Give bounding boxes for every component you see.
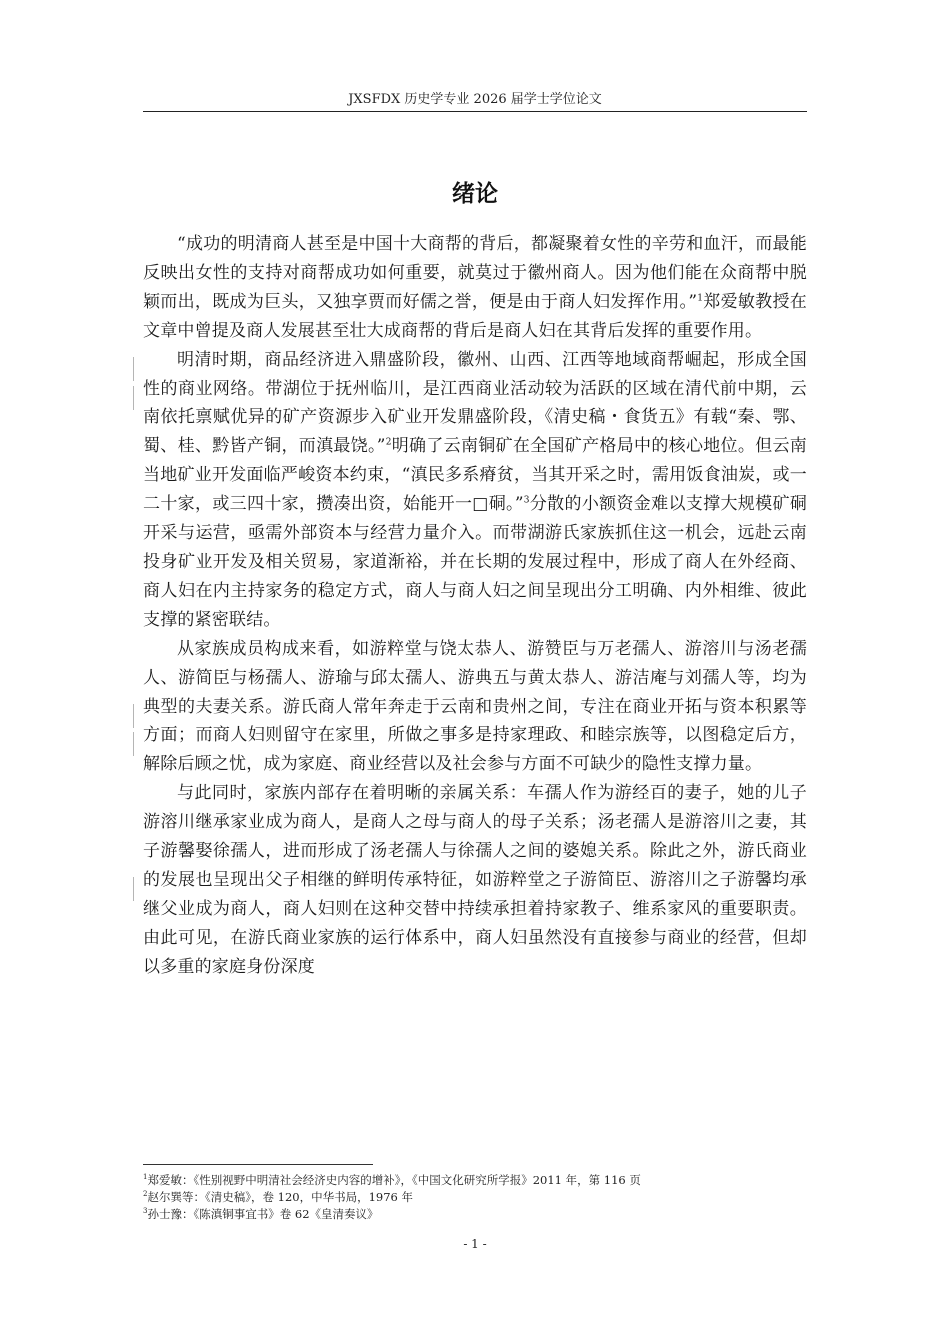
footnote (143, 1189, 807, 1206)
paragraph-text: 从家族成员构成来看，如游粹堂与饶太恭人、游赞臣与万老孺人、游溶川与汤老孺人、游简臣与杨孺人、游瑜与邱太孺人、游典五与黄太恭人、游洁庵与刘孺人等，均为典型的夫妻关系。游氏商人常年奔走于云南和贵州之间，专注在商业开拓与资本积累等方面；而商人妇则留守在家里，所做之事多是持家理政、和睦宗族等，以图稳定后方，解除后顾之忧，成为家庭、商业经营以及社会参与方面不可缺少的隐性支撑力量。 (143, 638, 807, 775)
header-rule (143, 111, 807, 112)
running-header: JXSFDX 历史学专业 2026 届学士学位论文 (348, 92, 602, 107)
paragraph-text: 明确了云南铜矿在全国矿产格局中的核心地位。但云南当地矿业开发面临严峻资本约束，“滇民多系瘠贫，当其开采之时，需用饭食油炭，或一二十家，或三四十家，攒凑出资，始能开一□硐。” (143, 436, 807, 515)
chapter-title: 绪论 (452, 181, 498, 207)
margin-change-mark (133, 704, 134, 728)
margin-change-mark (133, 877, 134, 901)
footnote-text: 郑爱敏：《性别视野中明清社会经济史内容的增补》，《中国文化研究所学报》2011 年，第 116 页 (147, 1173, 641, 1187)
body-text (143, 230, 807, 982)
paragraph (143, 635, 807, 780)
footnote-number: 1 (143, 1173, 148, 1182)
footnotes (143, 1172, 807, 1223)
footnote-ref[interactable]: 3 (523, 495, 530, 506)
paragraph (143, 779, 807, 981)
footnote-separator (143, 1164, 373, 1165)
paragraph (143, 346, 807, 635)
footnote-number: 2 (143, 1190, 148, 1199)
paragraph-text: 明清时期，商品经济进入鼎盛阶段，徽州、山西、江西等地域商帮崛起，形成全国性的商业网络。带湖位于抚州临川，是江西商业活动较为活跃的区域在清代前中期，云南依托禀赋优异的矿产资源步入矿业开发鼎盛阶段，《清史稿・食货五》有载“秦、鄂、蜀、桂、黔皆产铜，而滇最饶。” (143, 349, 807, 457)
paragraph-text: “成功的明清商人甚至是中国十大商帮的背后，都凝聚着女性的辛劳和血汗，而最能反映出女性的支持对商帮成功如何重要，就莫过于徽州商人。因为他们能在众商帮中脱颖而出，既成为巨头，又独享贾而好儒之誉，便是由于商人妇发挥作用。” (143, 234, 807, 312)
footnote (143, 1206, 807, 1223)
paragraph (143, 230, 807, 346)
footnote-text: 孙士豫：《陈滇铜事宜书》卷 62《皇清奏议》 (147, 1207, 379, 1221)
margin-change-mark (133, 732, 134, 756)
footnote (143, 1172, 807, 1189)
paragraph-text: 与此同时，家族内部存在着明晰的亲属关系：车孺人作为游经百的妻子，她的儿子游溶川继承家业成为商人，是商人之母与商人的母子关系；汤老孺人是游溶川之妻，其子游馨娶徐孺人，进而形成了汤老孺人与徐孺人之间的婆媳关系。除此之外，游氏商业的发展也呈现出父子相继的鲜明传承特征，如游粹堂之子游简臣、游溶川之子游馨均承继父业成为商人，商人妇则在这种交替中持续承担着持家教子、维系家风的重要职责。由此可见，在游氏商业家族的运行体系中，商人妇虽然没有直接参与商业的经营，但却以多重的家庭身份深度 (143, 783, 807, 977)
margin-change-mark (133, 386, 134, 410)
footnote-ref[interactable]: 1 (697, 293, 704, 304)
page-number: - 1 - (463, 1237, 487, 1251)
paragraph-text: 郑爱敏教授在文章中曾提及商人发展甚至壮大成商帮的背后是商人妇在其背后发挥的重要作用。 (143, 291, 807, 341)
footnote-number: 3 (143, 1207, 148, 1216)
margin-change-mark (133, 357, 134, 381)
footnote-text: 赵尔巽等：《清史稿》，卷 120，中华书局，1976 年 (147, 1190, 413, 1204)
footnote-ref[interactable]: 2 (385, 437, 392, 448)
paragraph-text: 分散的小额资金难以支撑大规模矿硐开采与运营，亟需外部资本与经营力量介入。而带湖游氏家族抓住这一机会，远赴云南投身矿业开发及相关贸易，家道渐裕，并在长期的发展过程中，形成了商人在外经商、商人妇在内主持家务的稳定方式，商人与商人妇之间呈现出分工明确、内外相维、彼此支撑的紧密联结。 (143, 494, 807, 630)
